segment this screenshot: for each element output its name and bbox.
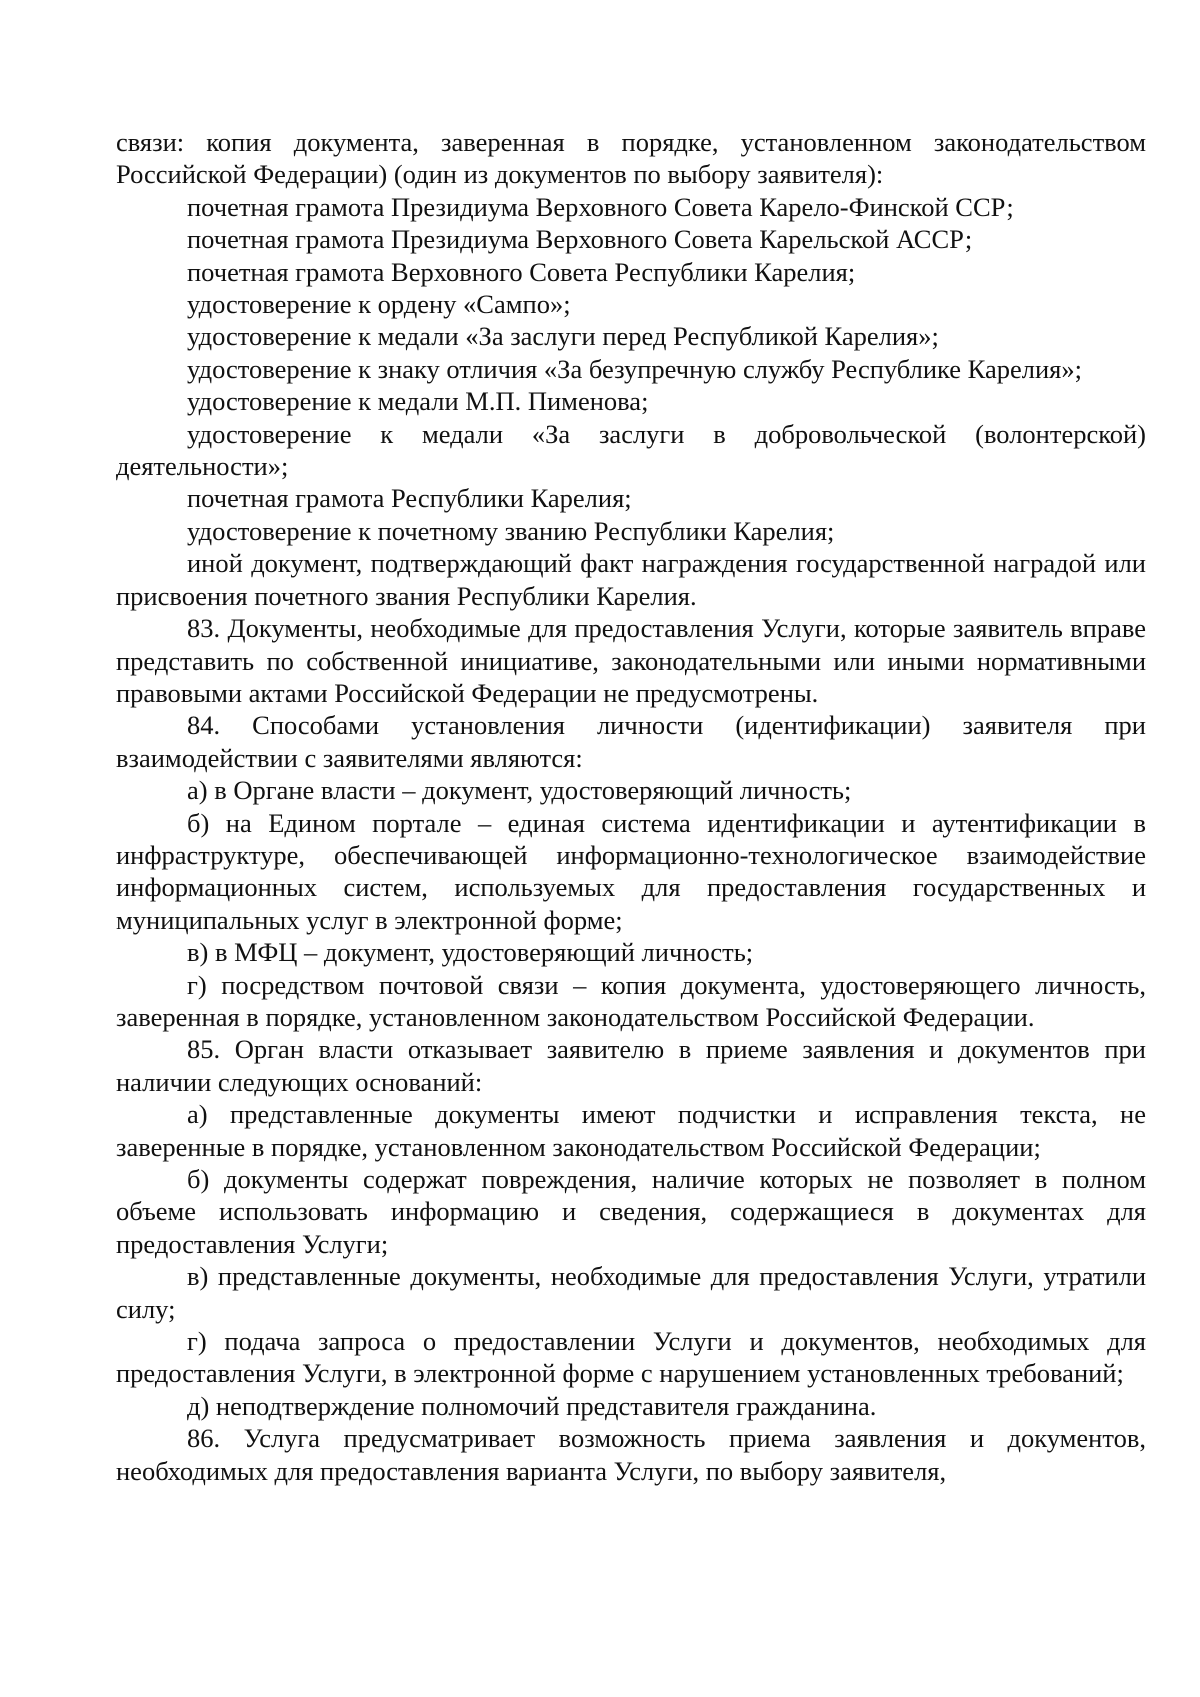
clause-83: 83. Документы, необходимые для предоставления Услуги, которые заявитель вправе представить по собственной инициативе, законодательными или иными нормативными правовыми актами Российской Федерации не предусмотрены. [116, 613, 1146, 708]
clause-85-item-d: д) неподтверждение полномочий представителя гражданина. [187, 1390, 877, 1421]
paragraph-continuation: связи: копия документа, заверенная в порядке, установленном законодательством Российской Федерации) (один из документов по выбору заявителя): [116, 127, 1146, 190]
clause-86: 86. Услуга предусматривает возможность приема заявления и документов, необходимых для предоставления варианта Услуги, по выбору заявителя, [116, 1423, 1146, 1486]
clause-84-item-a: а) в Органе власти – документ, удостоверяющий личность; [187, 775, 852, 806]
list-item-award: иной документ, подтверждающий факт награждения государственной наградой или присвоения почетного звания Республики Карелия. [116, 548, 1146, 611]
list-item-award: удостоверение к медали М.П. Пименова; [187, 386, 649, 417]
list-item-award: почетная грамота Президиума Верховного Совета Карело-Финской ССР; [187, 191, 1014, 222]
clause-85-item-a: а) представленные документы имеют подчистки и исправления текста, не заверенные в порядке, установленном законодательством Российской Федерации; [116, 1099, 1146, 1162]
list-item-award: удостоверение к почетному званию Республики Карелия; [187, 515, 835, 546]
list-item-award: удостоверение к ордену «Сампо»; [187, 289, 571, 320]
clause-84-item-g: г) посредством почтовой связи – копия документа, удостоверяющего личность, заверенная в порядке, установленном законодательством Российской Федерации. [116, 969, 1146, 1032]
list-item-award: удостоверение к медали «За заслуги перед Республикой Карелия»; [187, 321, 939, 352]
clause-84: 84. Способами установления личности (идентификации) заявителя при взаимодействии с заявителями являются: [116, 710, 1146, 773]
list-item-award: почетная грамота Президиума Верховного Совета Карельской АССР; [187, 224, 973, 255]
list-item-award: почетная грамота Верховного Совета Республики Карелия; [187, 256, 856, 287]
clause-85: 85. Орган власти отказывает заявителю в приеме заявления и документов при наличии следующих оснований: [116, 1034, 1146, 1097]
clause-84-item-b: б) на Едином портале – единая система идентификации и аутентификации в инфраструктуре, обеспечивающей информационно-технологическое взаимодействие информационных систем, используемых для предоставления государственных и муниципальных услуг в электронной форме; [116, 807, 1146, 935]
clause-84-item-v: в) в МФЦ – документ, удостоверяющий личность; [187, 937, 754, 968]
clause-85-item-v: в) представленные документы, необходимые для предоставления Услуги, утратили силу; [116, 1261, 1146, 1324]
list-item-award: почетная грамота Республики Карелия; [187, 483, 632, 514]
document-body [116, 126, 1146, 1487]
list-item-award: удостоверение к знаку отличия «За безупречную службу Республике Карелия»; [187, 353, 1082, 384]
list-item-award: удостоверение к медали «За заслуги в добровольческой (волонтерской) деятельности»; [116, 418, 1146, 482]
clause-85-item-g: г) подача запроса о предоставлении Услуги и документов, необходимых для предоставления Услуги, в электронной форме с нарушением установленных требований; [116, 1326, 1146, 1389]
clause-85-item-b: б) документы содержат повреждения, наличие которых не позволяет в полном объеме использовать информацию и сведения, содержащиеся в документах для предоставления Услуги; [116, 1164, 1146, 1259]
